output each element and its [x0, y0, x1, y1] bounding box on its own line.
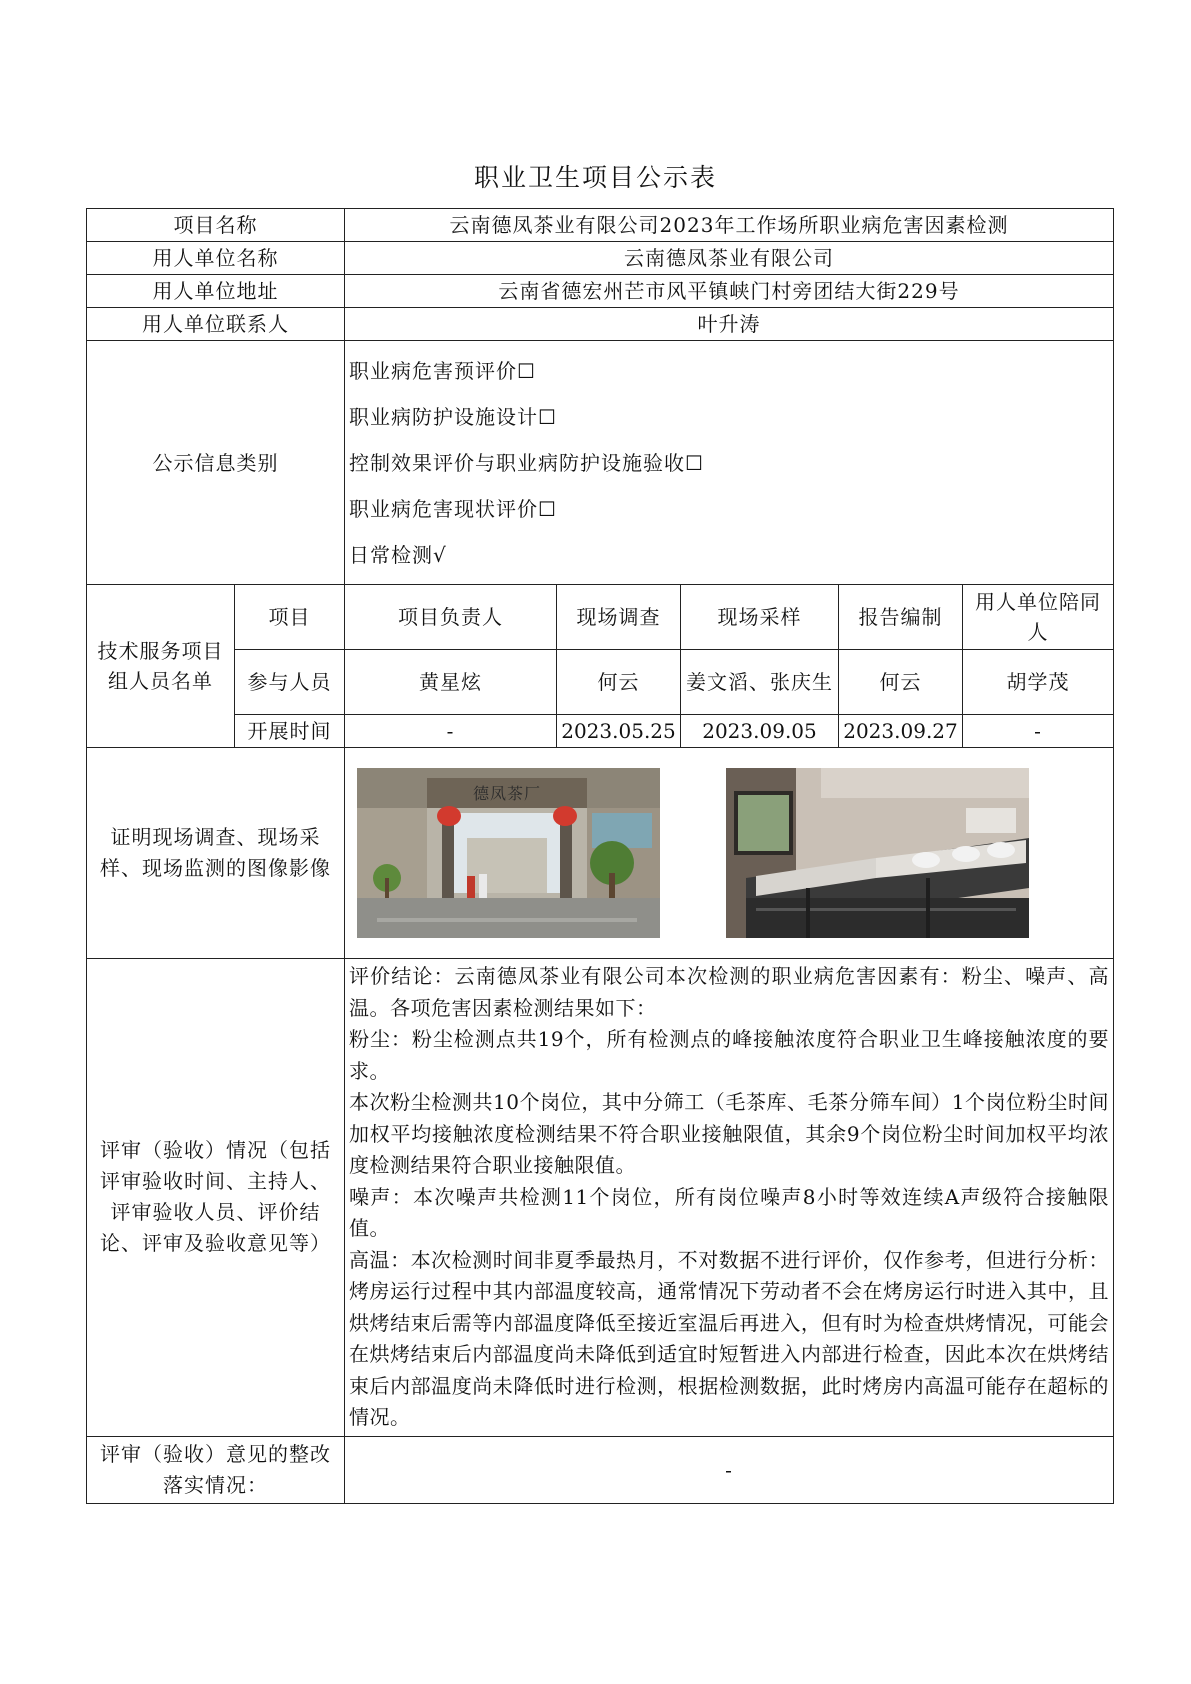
rectification-value: -: [345, 1436, 1114, 1503]
evaluation-dust-peak: 粉尘：粉尘检测点共19个，所有检测点的峰接触浓度符合职业卫生峰接触浓度的要求。: [349, 1027, 1110, 1083]
category-label: 公示信息类别: [87, 341, 345, 585]
project-name-row: [87, 209, 1114, 242]
evaluation-noise: 噪声：本次噪声共检测11个岗位，所有岗位噪声8小时等效连续A声级符合接触限值。: [349, 1184, 1110, 1240]
team-header-item: 项目: [235, 585, 345, 650]
category-item-routine-detection: 日常检测√: [349, 542, 447, 567]
team-time-row: [87, 715, 1114, 748]
contact-value: 叶升涛: [345, 308, 1114, 341]
time-escort: -: [963, 715, 1114, 748]
participant-escort: 胡学茂: [963, 650, 1114, 715]
project-name-label: 项目名称: [87, 209, 345, 242]
evaluation-content: [345, 959, 1114, 1437]
time-report: 2023.09.27: [839, 715, 963, 748]
team-header-escort: 用人单位陪同人: [963, 585, 1114, 650]
time-label: 开展时间: [235, 715, 345, 748]
category-item-pre-evaluation: 职业病危害预评价☐: [349, 358, 536, 383]
category-item-control-effect: 控制效果评价与职业病防护设施验收☐: [349, 450, 704, 475]
rectification-label: 评审（验收）意见的整改落实情况：: [87, 1436, 345, 1503]
team-header-survey: 现场调查: [557, 585, 681, 650]
notice-table: [86, 208, 1114, 1504]
images-cell: [345, 748, 1114, 959]
address-row: [87, 275, 1114, 308]
gate-sign-text: 德凤茶厂: [472, 784, 542, 803]
address-value: 云南省德宏州芒市风平镇峡门村旁团结大街229号: [345, 275, 1114, 308]
evaluation-dust-twa: 本次粉尘检测共10个岗位，其中分筛工（毛茶库、毛茶分筛车间）1个岗位粉尘时间加权平均接触浓度检测结果不符合职业接触限值，其余9个岗位粉尘时间加权平均浓度检测结果符合职业接触限值。: [349, 1090, 1110, 1177]
time-sampling: 2023.09.05: [681, 715, 839, 748]
evaluation-conclusion: 评价结论：云南德凤茶业有限公司本次检测的职业病危害因素有：粉尘、噪声、高温。各项危害因素检测结果如下：: [349, 964, 1110, 1020]
participants-label: 参与人员: [235, 650, 345, 715]
contact-label: 用人单位联系人: [87, 308, 345, 341]
team-header-sampling: 现场采样: [681, 585, 839, 650]
workshop-photo: [726, 768, 1029, 938]
project-name-value: 云南德凤茶业有限公司2023年工作场所职业病危害因素检测: [345, 209, 1114, 242]
contact-row: [87, 308, 1114, 341]
rectification-row: [87, 1436, 1114, 1503]
time-survey: 2023.05.25: [557, 715, 681, 748]
participant-survey: 何云: [557, 650, 681, 715]
factory-gate-photo: [357, 768, 660, 938]
team-header-leader: 项目负责人: [345, 585, 557, 650]
images-row: [87, 748, 1114, 959]
team-participants-row: [87, 650, 1114, 715]
category-item-status-evaluation: 职业病危害现状评价☐: [349, 496, 557, 521]
category-list: [345, 341, 1114, 585]
participant-report: 何云: [839, 650, 963, 715]
images-label: 证明现场调查、现场采样、现场监测的图像影像: [87, 748, 345, 959]
participant-leader: 黄星炫: [345, 650, 557, 715]
page-title: 职业卫生项目公示表: [473, 163, 717, 192]
evaluation-label: 评审（验收）情况（包括评审验收时间、主持人、评审验收人员、评价结论、评审及验收意见等）: [87, 959, 345, 1437]
team-header-row: [87, 585, 1114, 650]
category-row: [87, 341, 1114, 585]
team-header-report: 报告编制: [839, 585, 963, 650]
time-leader: -: [345, 715, 557, 748]
evaluation-heat: 高温：本次检测时间非夏季最热月，不对数据不进行评价，仅作参考，但进行分析：烤房运行过程中其内部温度较高，通常情况下劳动者不会在烤房运行时进入其中，且烘烤结束后需等内部温度降低至接近室温后再进入，但有时为检查烘烤情况，可能会在烘烤结束后内部温度尚未降低到适宜时短暂进入内部进行检查，因此本次在烘烤结束后内部温度尚未降低时进行检测，根据检测数据，此时烤房内高温可能存在超标的情况。: [349, 1247, 1110, 1429]
employer-row: [87, 242, 1114, 275]
participant-sampling: 姜文滔、张庆生: [681, 650, 839, 715]
address-label: 用人单位地址: [87, 275, 345, 308]
category-item-protection-design: 职业病防护设施设计☐: [349, 404, 557, 429]
evaluation-row: [87, 959, 1114, 1437]
team-label: 技术服务项目组人员名单: [87, 585, 235, 748]
employer-value: 云南德凤茶业有限公司: [345, 242, 1114, 275]
employer-label: 用人单位名称: [87, 242, 345, 275]
